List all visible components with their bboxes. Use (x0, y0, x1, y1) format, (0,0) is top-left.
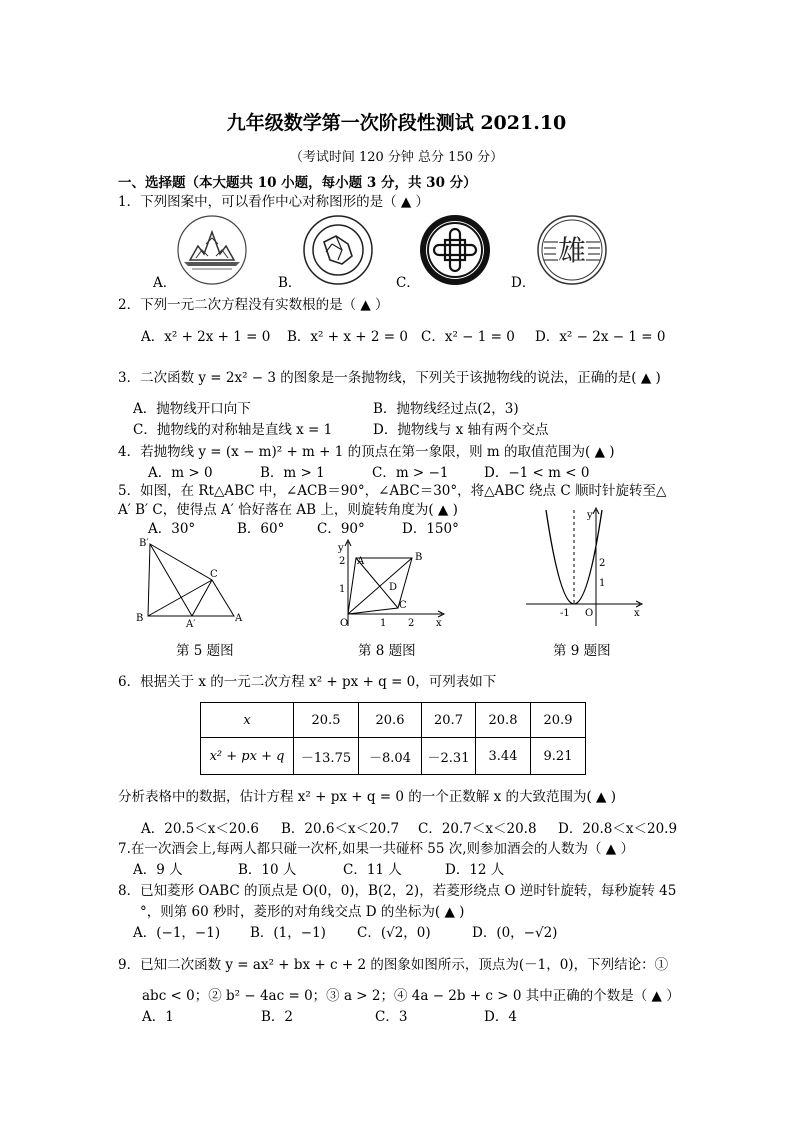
q3-option-d: D．抛物线与 x 轴有两个交点 (373, 422, 549, 438)
q6-option-d: D．20.8＜x＜20.9 (558, 821, 678, 837)
q2-option-c: C．x² − 1 = 0 (421, 329, 515, 345)
fig9-label-y: y (587, 510, 593, 521)
q8-line2: °，则第 60 秒时，菱形的对角线交点 D 的坐标为( ▲ ) (140, 904, 465, 920)
fig8-tick-1: 1 (380, 618, 387, 629)
fig8-label-x: x (436, 618, 442, 629)
table-row (201, 703, 586, 738)
page-subtitle: （考试时间 120 分钟 总分 150 分） (289, 150, 504, 165)
fig9-caption: 第 9 题图 (553, 643, 611, 659)
q8-option-a: A．(−1，−1) (133, 925, 221, 941)
q9-option-a: A．1 (142, 1009, 174, 1025)
q3-stem: 3．二次函数 y = 2x² − 3 的图象是一条抛物线，下列关于该抛物线的说法，正确的是( ▲ ) (118, 370, 661, 386)
q9-line2: abc < 0；② b² − 4ac = 0；③ a > 2；④ 4a − 2b + c > 0 其中正确的个数是（ ▲ ） (142, 988, 680, 1004)
q9-option-c: C．3 (375, 1009, 408, 1025)
q5-option-c: C．90° (317, 521, 365, 537)
fig8-label-c: C (399, 600, 407, 611)
q7-option-c: C．11 人 (343, 862, 402, 878)
q8-line1: 8．已知菱形 OABC 的顶点是 O(0，0)，B(2，2)，若菱形绕点 O 逆时针旋转，每秒旋转 45 (118, 883, 677, 899)
fig5-label-c: C (210, 569, 218, 580)
table-cell: 20.5 (294, 703, 359, 738)
q8-option-c: C．(√2，0) (357, 925, 431, 941)
q6-option-b: B．20.6＜x＜20.7 (281, 821, 400, 837)
fig8-label-d: D (389, 582, 398, 593)
fig8-label-b: B (415, 552, 423, 563)
fig5-label-a: A (235, 613, 243, 624)
table-cell: 3.44 (476, 738, 531, 775)
q7-option-d: D．12 人 (445, 862, 505, 878)
table-cell: －13.75 (294, 738, 359, 775)
q8-option-d: D．(0，−√2) (472, 925, 558, 941)
q3-option-a: A．抛物线开口向下 (133, 401, 251, 417)
q4-option-b: B．m > 1 (260, 465, 325, 481)
fig5-caption: 第 5 题图 (176, 643, 234, 659)
table-header-x: x (201, 703, 294, 738)
fig5-label-b-prime: B′ (139, 538, 149, 549)
table-cell: －8.04 (359, 738, 422, 775)
q6-table (200, 702, 586, 775)
q9-line1: 9．已知二次函数 y = ax² + bx + c + 2 的图象如图所示，顶点为(－1，0)，下列结论：① (118, 957, 669, 973)
emblem-a-image (176, 214, 248, 286)
q3-option-c: C．抛物线的对称轴是直线 x = 1 (133, 422, 333, 438)
table-cell: 20.9 (531, 703, 586, 738)
q6-option-c: C．20.7＜x＜20.8 (418, 821, 537, 837)
q2-option-a: A．x² + 2x + 1 = 0 (141, 329, 271, 345)
emblem-b-image (302, 214, 374, 286)
q9-option-d: D．4 (484, 1009, 517, 1025)
q3-option-b: B．抛物线经过点(2，3) (373, 401, 519, 417)
q1-option-b: B． (278, 275, 302, 291)
table-cell: 9.21 (531, 738, 586, 775)
q2-stem: 2．下列一元二次方程没有实数根的是（ ▲ ） (118, 297, 389, 313)
table-header-f: x² + px + q (201, 738, 294, 775)
q2-option-d: D．x² − 2x − 1 = 0 (535, 329, 666, 345)
q5-option-a: A．30° (148, 521, 196, 537)
fig9-label-minus1: -1 (560, 608, 570, 619)
section-heading: 一、选择题（本大题共 10 小题，每小题 3 分，共 30 分） (118, 175, 477, 191)
table-cell: 20.7 (422, 703, 476, 738)
q6-option-a: A．20.5＜x＜20.6 (141, 821, 259, 837)
emblem-d-image (536, 214, 608, 286)
q1-option-c: C． (396, 275, 420, 291)
table-cell: 20.6 (359, 703, 422, 738)
figure-9 (522, 506, 646, 628)
q8-option-b: B．(1，−1) (250, 925, 326, 941)
q4-stem: 4．若抛物线 y = (x − m)² + m + 1 的顶点在第一象限，则 m 的取值范围为( ▲ ) (118, 444, 615, 460)
q1-option-a: A． (153, 275, 177, 291)
table-cell: －2.31 (422, 738, 476, 775)
figure-5 (130, 532, 250, 632)
q5-option-b: B．60° (237, 521, 285, 537)
fig9-label-o: O (585, 608, 594, 619)
q6-stem: 6．根据关于 x 的一元二次方程 x² + px + q = 0，可列表如下 (118, 674, 497, 690)
q5-option-d: D．150° (402, 521, 459, 537)
q6-question: 分析表格中的数据，估计方程 x² + px + q = 0 的一个正数解 x 的大致范围为( ▲ ) (118, 789, 616, 805)
q7-option-a: A．9 人 (133, 862, 183, 878)
page-title: 九年级数学第一次阶段性测试 2021.10 (226, 112, 567, 134)
q7-option-b: B．10 人 (238, 862, 297, 878)
fig8-label-o: O (340, 618, 349, 629)
fig9-tick-2: 2 (599, 558, 606, 569)
fig5-label-a-prime: A′ (186, 619, 196, 630)
emblem-c-image (419, 214, 491, 286)
q4-option-c: C．m > −1 (372, 465, 449, 481)
emblem-d-char: 雄 (557, 234, 587, 267)
q5-line1: 5．如图，在 Rt△ABC 中，∠ACB＝90°，∠ABC＝30°，将△ABC 绕点 C 顺时针旋转至△ (118, 483, 667, 499)
q9-option-b: B．2 (261, 1009, 294, 1025)
fig8-tick-y2: 2 (339, 556, 346, 567)
q1-stem: 1．下列图案中，可以看作中心对称图形的是（ ▲ ） (118, 194, 430, 210)
fig5-label-b: B (136, 613, 144, 624)
fig8-tick-2: 2 (408, 618, 415, 629)
q7-stem: 7.在一次酒会上,每两人都只碰一次杯,如果一共碰杯 55 次,则参加酒会的人数为（ ▲ ） (118, 841, 634, 857)
fig9-label-x: x (634, 608, 640, 619)
q4-option-a: A．m > 0 (148, 465, 213, 481)
q5-line2: A′ B′ C，使得点 A′ 恰好落在 AB 上，则旋转角度为( ▲ ) (118, 502, 458, 518)
fig9-tick-1: 1 (599, 578, 606, 589)
q4-option-d: D．−1 < m < 0 (484, 465, 590, 481)
table-cell: 20.8 (476, 703, 531, 738)
table-row (201, 738, 586, 775)
fig8-tick-y1: 1 (339, 584, 346, 595)
fig8-label-y: y (338, 543, 344, 554)
fig8-caption: 第 8 题图 (358, 643, 416, 659)
q2-option-b: B．x² + x + 2 = 0 (287, 329, 408, 345)
figure-8 (336, 536, 448, 632)
fig8-label-a: A (357, 556, 365, 567)
q1-option-d: D． (511, 275, 536, 291)
